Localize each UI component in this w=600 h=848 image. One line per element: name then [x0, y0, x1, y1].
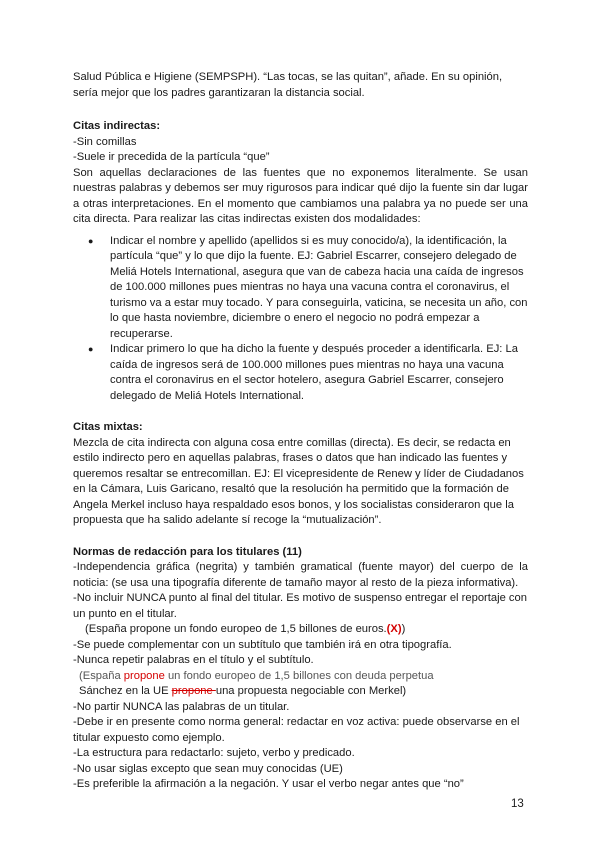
example-text: (España [79, 669, 124, 682]
example-text: (España propone un fondo europeo de 1,5 billones de euros. [85, 623, 387, 635]
norma-item: -No incluir NUNCA punto al final del titular. Es motivo de suspenso entregar el reportaje con un punto en el titular. [73, 592, 527, 620]
example-text: una propuesta negociable con Merkel) [215, 685, 407, 697]
norma-item: -Es preferible la afirmación a la negación. Y usar el verbo negar antes que “no” [73, 778, 464, 790]
indirectas-rule: -Suele ir precedida de la partícula “que” [73, 151, 270, 163]
indirectas-rule: -Sin comillas [73, 135, 137, 148]
example-subtitle-2 [73, 684, 528, 700]
page-number: 13 [511, 798, 524, 810]
section-heading-indirectas: Citas indirectas: [73, 120, 161, 132]
norma-item: -Debe ir en presente como norma general: redactar en voz activa: puede observarse en el titular expuesto como ejemplo. [73, 716, 520, 744]
document-body [73, 70, 528, 793]
section-heading-mixtas: Citas mixtas: [73, 421, 143, 433]
example-text: un fondo europeo de 1,5 billones con deuda perpetua [164, 669, 434, 682]
example-headline-2 [73, 669, 528, 685]
struck-word: propone [171, 685, 216, 697]
indirectas-paragraph: Son aquellas declaraciones de las fuentes que no exponemos literalmente. Se usan nuestras palabras y debemos ser muy rigurosos para indicar qué dijo la fuente sin dar lugar a otras interpretaciones. En el momento que cambiamos una palabra ya no puede ser una cita directa. Para realizar las citas indirectas existen dos modalidades: [73, 166, 528, 225]
intro-paragraph: Salud Pública e Higiene (SEMPSPH). “Las tocas, se las quitan”, añade. En su opinión, sería mejor que los padres garantizaran la distancia social. [73, 71, 503, 99]
norma-item: -Se puede complementar con un subtítulo que también irá en otra tipografía. [73, 638, 452, 651]
norma-item: -Nunca repetir palabras en el título y el subtítulo. [73, 654, 314, 666]
modalidades-list [73, 234, 528, 405]
norma-item: -No partir NUNCA las palabras de un titular. [73, 700, 290, 713]
section-heading-normas: Normas de redacción para los titulares (11) [73, 545, 302, 558]
mixtas-paragraph: Mezcla de cita indirecta con alguna cosa entre comillas (directa). Es decir, se redacta en estilo indirecto pero en aquellas palabras, frases o datos que han indicado las fuentes y queremos resaltar se entrecomillan. EJ: El vicepresidente de Renew y líder de Ciudadanos en la Cámara, Luis Garicano, resaltó que la resolución ha permitido que la formación de Angela Merkel incluso haya respaldado esos bonos, y los socialistas consideraron que la propuesta que ha salido adelante sí recoge la “mutualización”. [73, 436, 524, 526]
norma-item: -Independencia gráfica (negrita) y también gramatical (fuente mayor) del cuerpo de la noticia: (se usa una tipografía diferente de tamaño mayor al resto de la pieza informativa). [73, 561, 528, 589]
norma-item: -La estructura para redactarlo: sujeto, verbo y predicado. [73, 747, 355, 759]
example-close: ) [401, 623, 406, 635]
norma-item: -No usar siglas excepto que sean muy conocidas (UE) [73, 762, 343, 775]
example-headline-1 [73, 622, 528, 638]
list-item: ● Indicar el nombre y apellido (apellidos si es muy conocido/a), la identificación, la partícula “que” y lo que dijo la fuente. EJ: Gabriel Escarrer, consejero delegado de Meliá Hotels International, asegura que van de cabeza hacia una caída de ingresos de 100.000 millones pues mientras no haya una vacuna contra el coronavirus, el turismo va a estar muy tocado. Y para conseguirla, vaticina, se necesita un año, con lo que hasta noviembre, diciembre o enero el negocio no podrá empezar a recuperarse. [110, 234, 528, 343]
error-mark: (X) [386, 623, 402, 635]
example-text: Sánchez en la UE [79, 685, 172, 697]
list-item: ● Indicar primero lo que ha dicho la fuente y después proceder a identificarla. EJ: La caída de ingresos será de 100.000 millones pues mientras no haya una vacuna contra el coronavirus en el sector hotelero, asegura Gabriel Escarrer, consejero delegado de Meliá Hotels International. [110, 342, 528, 404]
repeated-word: propone [123, 669, 165, 682]
